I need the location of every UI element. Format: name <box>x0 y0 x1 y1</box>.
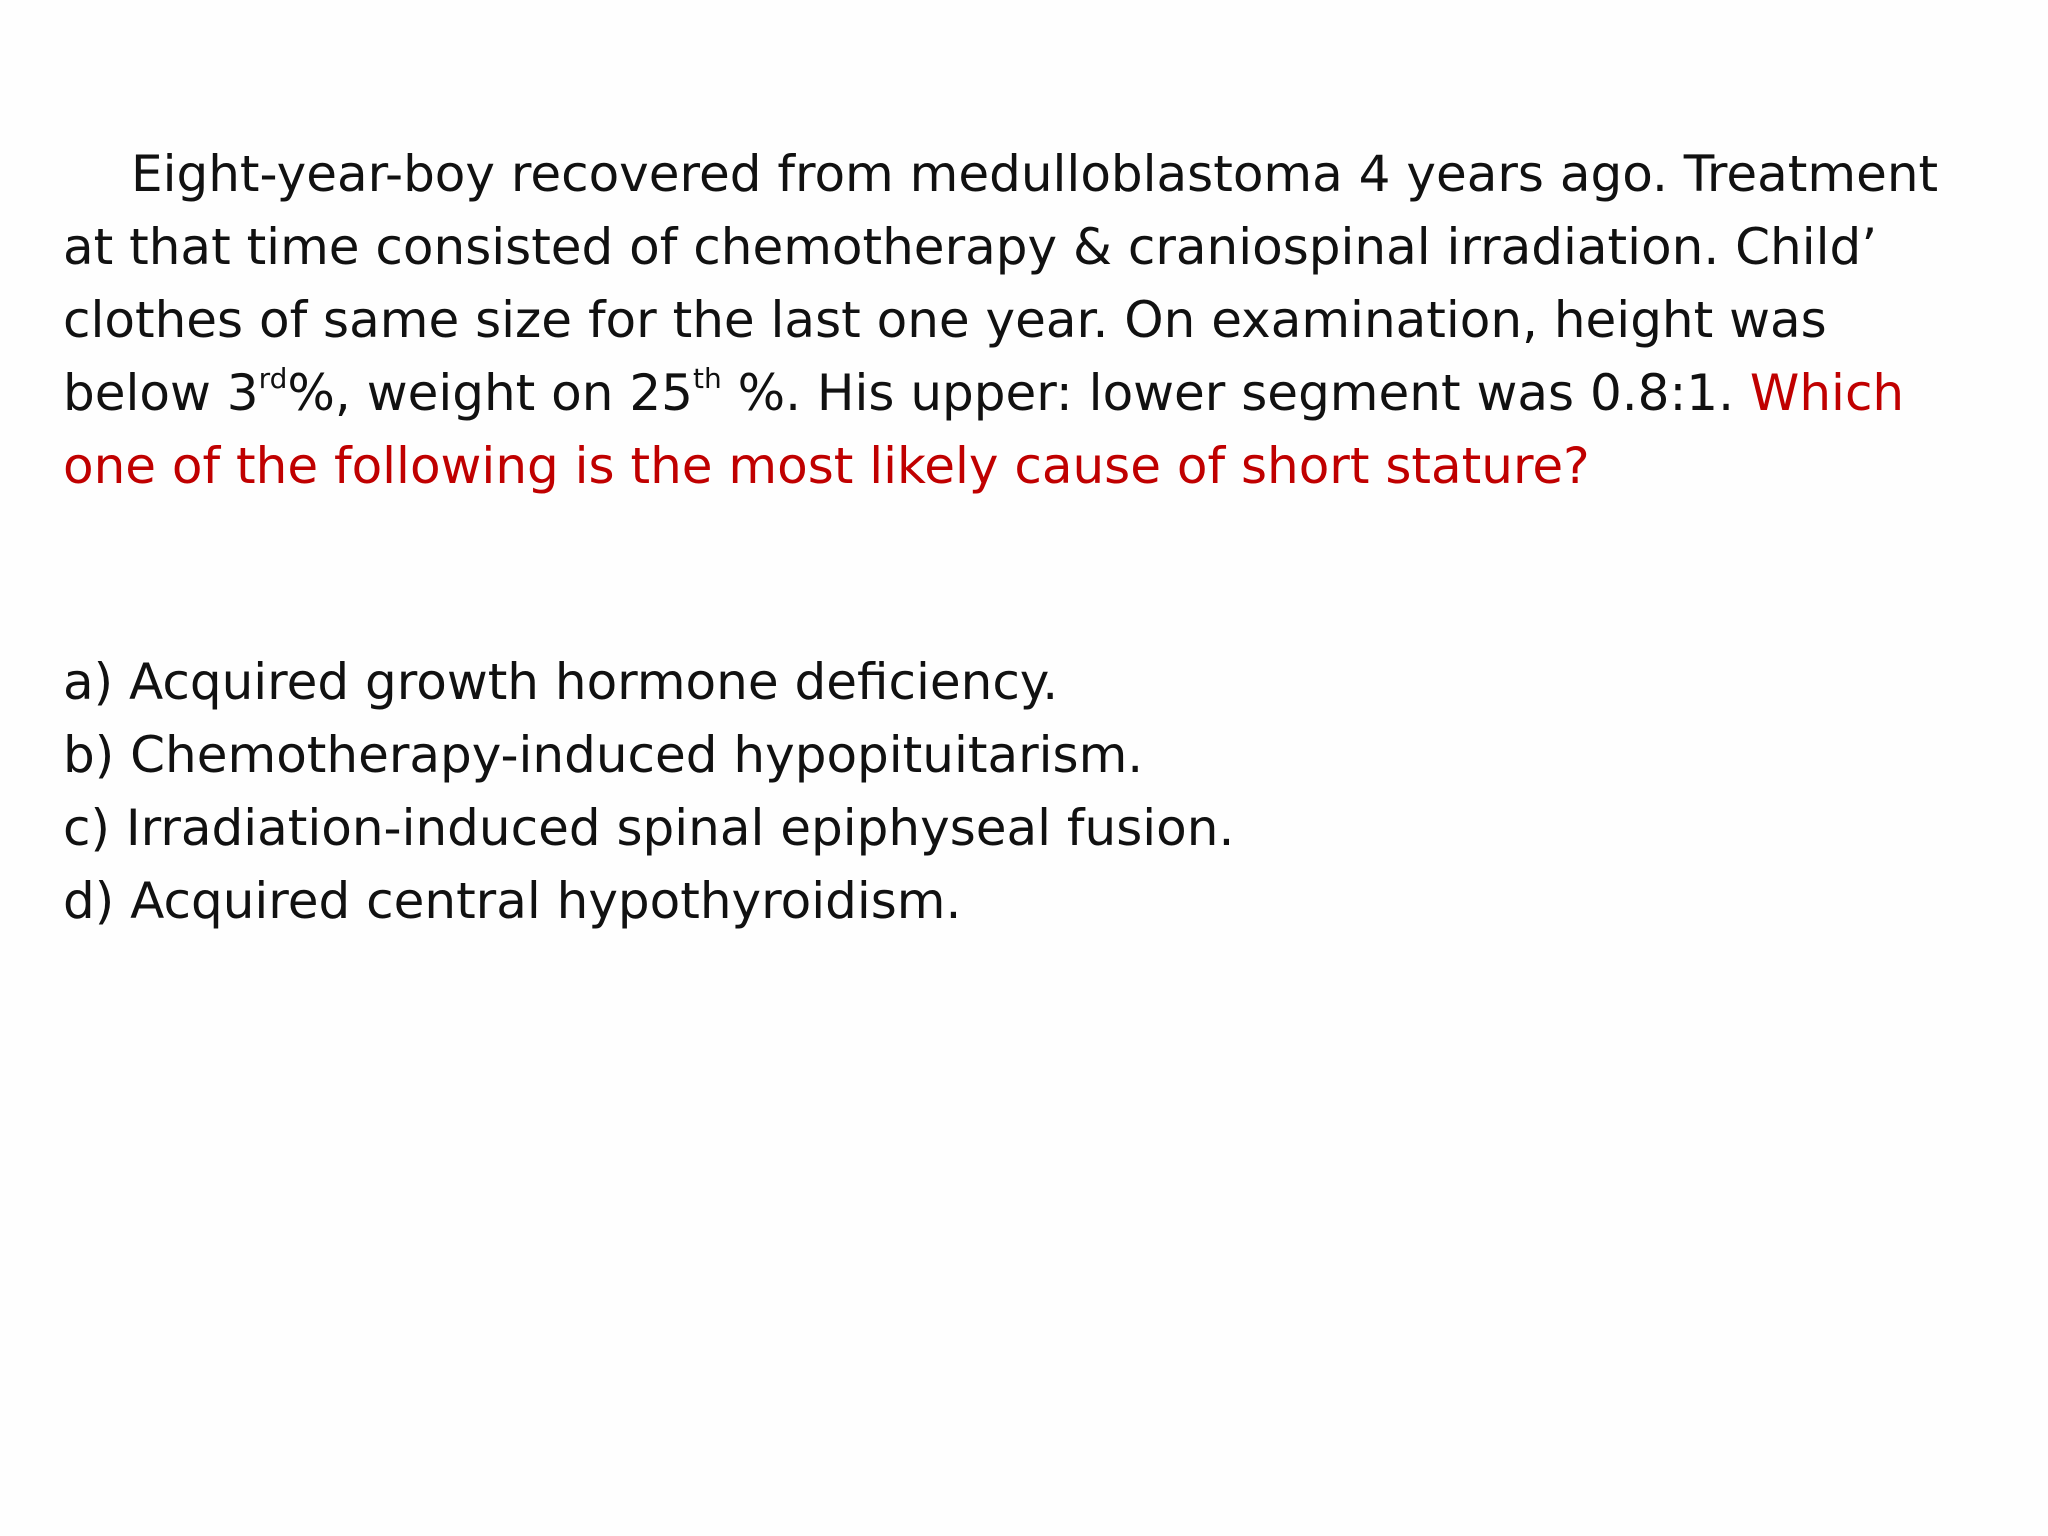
question-text: Which one of the following is the most likely cause of short stature? <box>63 364 1905 495</box>
case-text-part2: %, weight on 25 <box>287 364 693 422</box>
option-a: a) Acquired growth hormone deficiency. <box>63 653 1059 711</box>
superscript-th: th <box>692 362 722 396</box>
answer-options <box>63 646 1234 938</box>
superscript-rd: rd <box>258 362 288 396</box>
option-c: c) Irradiation-induced spinal epiphyseal fusion. <box>63 799 1235 857</box>
case-text-part1: Eight-year-boy recovered from medulloblastoma 4 years ago. Treatment at that time consisted of chemotherapy & craniospinal irradiation. Child’ clothes of same size for the last one year. On examination, height was below 3 <box>63 145 1939 422</box>
case-text-part3: %. His upper: lower segment was 0.8:1. <box>721 364 1735 422</box>
case-stem <box>63 138 1943 503</box>
option-b: b) Chemotherapy-induced hypopituitarism. <box>63 726 1144 784</box>
option-d: d) Acquired central hypothyroidism. <box>63 872 962 930</box>
